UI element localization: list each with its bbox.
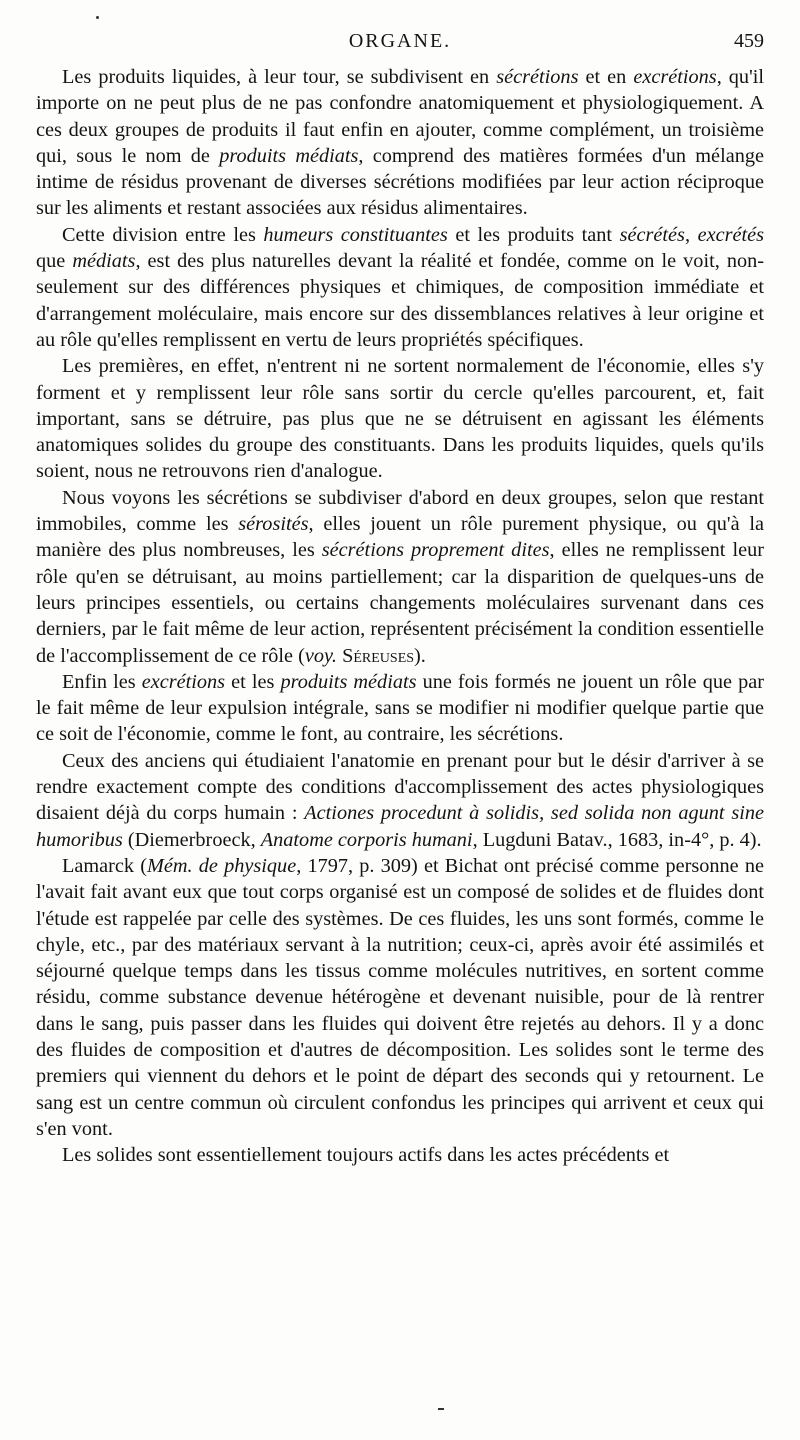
text-run: Lamarck ( — [62, 854, 147, 877]
print-speck — [96, 16, 99, 19]
italic-text: sécrétions proprement dites — [321, 539, 550, 562]
text-run: , 1797, p. 309) et Bichat ont précisé comme personne ne l'avait fait avant eux que tout corps organisé est un composé de solides et de fluides dont l'étude est rappelée par celle des systèmes. De ces fluides, les uns sont formés, comme le chyle, etc., par des matériaux servant à la nutrition; ceux-ci, après avoir été assimilés et séjourné quelque temps dans les tissus comme molécules nutritives, en sortent comme résidu, comme substance devenue hétérogène et devenant nuisible, pour de là rentrer dans le sang, puis passer dans les fluides qui doivent être rejetés au dehors. Il y a donc des fluides de composition et d'autres de décomposition. Les solides sont le terme des premiers qui viennent du dehors et le point de départ des seconds qui y retournent. Le sang est un centre commun où circulent confondus les principes qui arrivent et ceux qui s'en vont. — [36, 854, 765, 1140]
italic-text: voy. — [304, 644, 337, 667]
text-run: Les produits liquides, à leur tour, se subdivisent en — [62, 66, 497, 88]
text-run: Ceux des anciens qui étudiaient l'anatomie en prenant pour but le désir d'arriver à se rendre exactement compte des conditions d'accomplissement des actes physiologiques disaient déjà du corps humain : — [36, 749, 764, 825]
italic-text: sécrétés — [619, 223, 685, 246]
text-run: , — [684, 223, 698, 246]
italic-text: produits médiats — [280, 670, 417, 693]
page-number: 459 — [734, 30, 764, 52]
paragraph — [36, 748, 764, 853]
italic-text: médiats — [72, 250, 136, 273]
text-run: et en — [578, 66, 634, 88]
italic-text: excrétions — [633, 66, 717, 88]
italic-text: produits médiats — [219, 144, 359, 167]
italic-text: sécrétions — [496, 66, 579, 88]
paragraph — [36, 485, 764, 669]
small-caps-text: Séreuses — [342, 644, 415, 667]
italic-text: Actiones procedunt à solidis, sed solida non agunt sine humoribus — [36, 802, 764, 851]
italic-text: Mém. de physique — [147, 854, 297, 877]
text-run: Cette division entre les — [62, 223, 264, 246]
paragraph — [36, 222, 764, 353]
body-text — [36, 64, 764, 1168]
text-run: , elles ne remplissent leur rôle qu'en se détruisant, au moins partiellement; car la disparition de quelques-uns de leurs principes essentiels, ou certains changements moléculaires survenant dans ces derniers, par le fait même de leur action, représentent précisément la condition essentielle de l'accomplissement de ce rôle ( — [36, 539, 764, 667]
text-run: Nous voyons les sécrétions se subdiviser d'abord en deux groupes, selon que restant immobiles, comme les — [36, 486, 764, 536]
paragraph — [36, 669, 764, 748]
text-run: et les — [225, 670, 281, 693]
italic-text: humeurs constituantes — [263, 223, 448, 246]
paragraph — [36, 353, 764, 484]
italic-text: excrétions — [141, 670, 226, 693]
text-run: ). — [414, 644, 426, 667]
text-run: Les solides sont essentiellement toujours actifs dans les actes précédents et — [62, 1144, 670, 1167]
italic-text: sérosités — [238, 513, 309, 536]
text-run: , qu'il importe on ne peut plus de ne pas confondre anatomiquement et physiologiquement. A ces deux groupes de produits il faut enfin en ajouter, comme complément, un troisième qui, sous le nom de — [36, 66, 764, 167]
text-run: , est des plus naturelles devant la réalité et fondée, comme on le voit, non-seulement sur des différences physiques et chimiques, de composition immédiate et d'arrangement moléculaire, mais encore sur des dissemblances relatives à leur origine et au rôle qu'elles remplissent en vertu de leurs propriétés spécifiques. — [36, 250, 765, 351]
page-header — [0, 30, 800, 60]
paragraph — [36, 1142, 764, 1168]
paragraph — [36, 853, 764, 1142]
paragraph — [36, 64, 764, 222]
text-run: Enfin les — [62, 670, 142, 693]
print-speck — [438, 1408, 444, 1410]
italic-text: Anatome corporis humani — [260, 828, 473, 851]
italic-text: excrétés — [697, 223, 764, 246]
text-run: (Diemerbroeck, — [122, 828, 261, 851]
text-run: , comprend des matières formées d'un mélange intime de résidus provenant de diverses sécrétions modifiées par leur action réciproque sur les aliments et restant associées aux résidus alimentaires. — [36, 144, 764, 220]
text-run: , Lugduni Batav., 1683, in-4°, p. 4). — [472, 828, 762, 851]
text-run: et les produits tant — [447, 223, 620, 246]
running-title: ORGANE. — [348, 30, 452, 52]
text-run: Les premières, en effet, n'entrent ni ne sortent normalement de l'économie, elles s'y forment et y remplissent leur rôle sans sortir du cercle qu'elles parcourent, et, fait important, sans se détruire, pas plus que ne se détruisent en agissant les éléments anatomiques solides du groupe des constituants. Dans les produits liquides, quels qu'ils soient, nous ne retrouvons rien d'analogue. — [36, 355, 764, 483]
text-run: , elles jouent un rôle purement physique, ou qu'à la manière des plus nombreuses, les — [36, 513, 764, 562]
text-run: une fois formés ne jouent un rôle que par le fait même de leur expulsion intégrale, sans se modifier ni modifier quelque partie que ce soit de l'économie, comme le font, au contraire, les sécrétions. — [36, 670, 764, 746]
text-run: que — [36, 250, 73, 273]
